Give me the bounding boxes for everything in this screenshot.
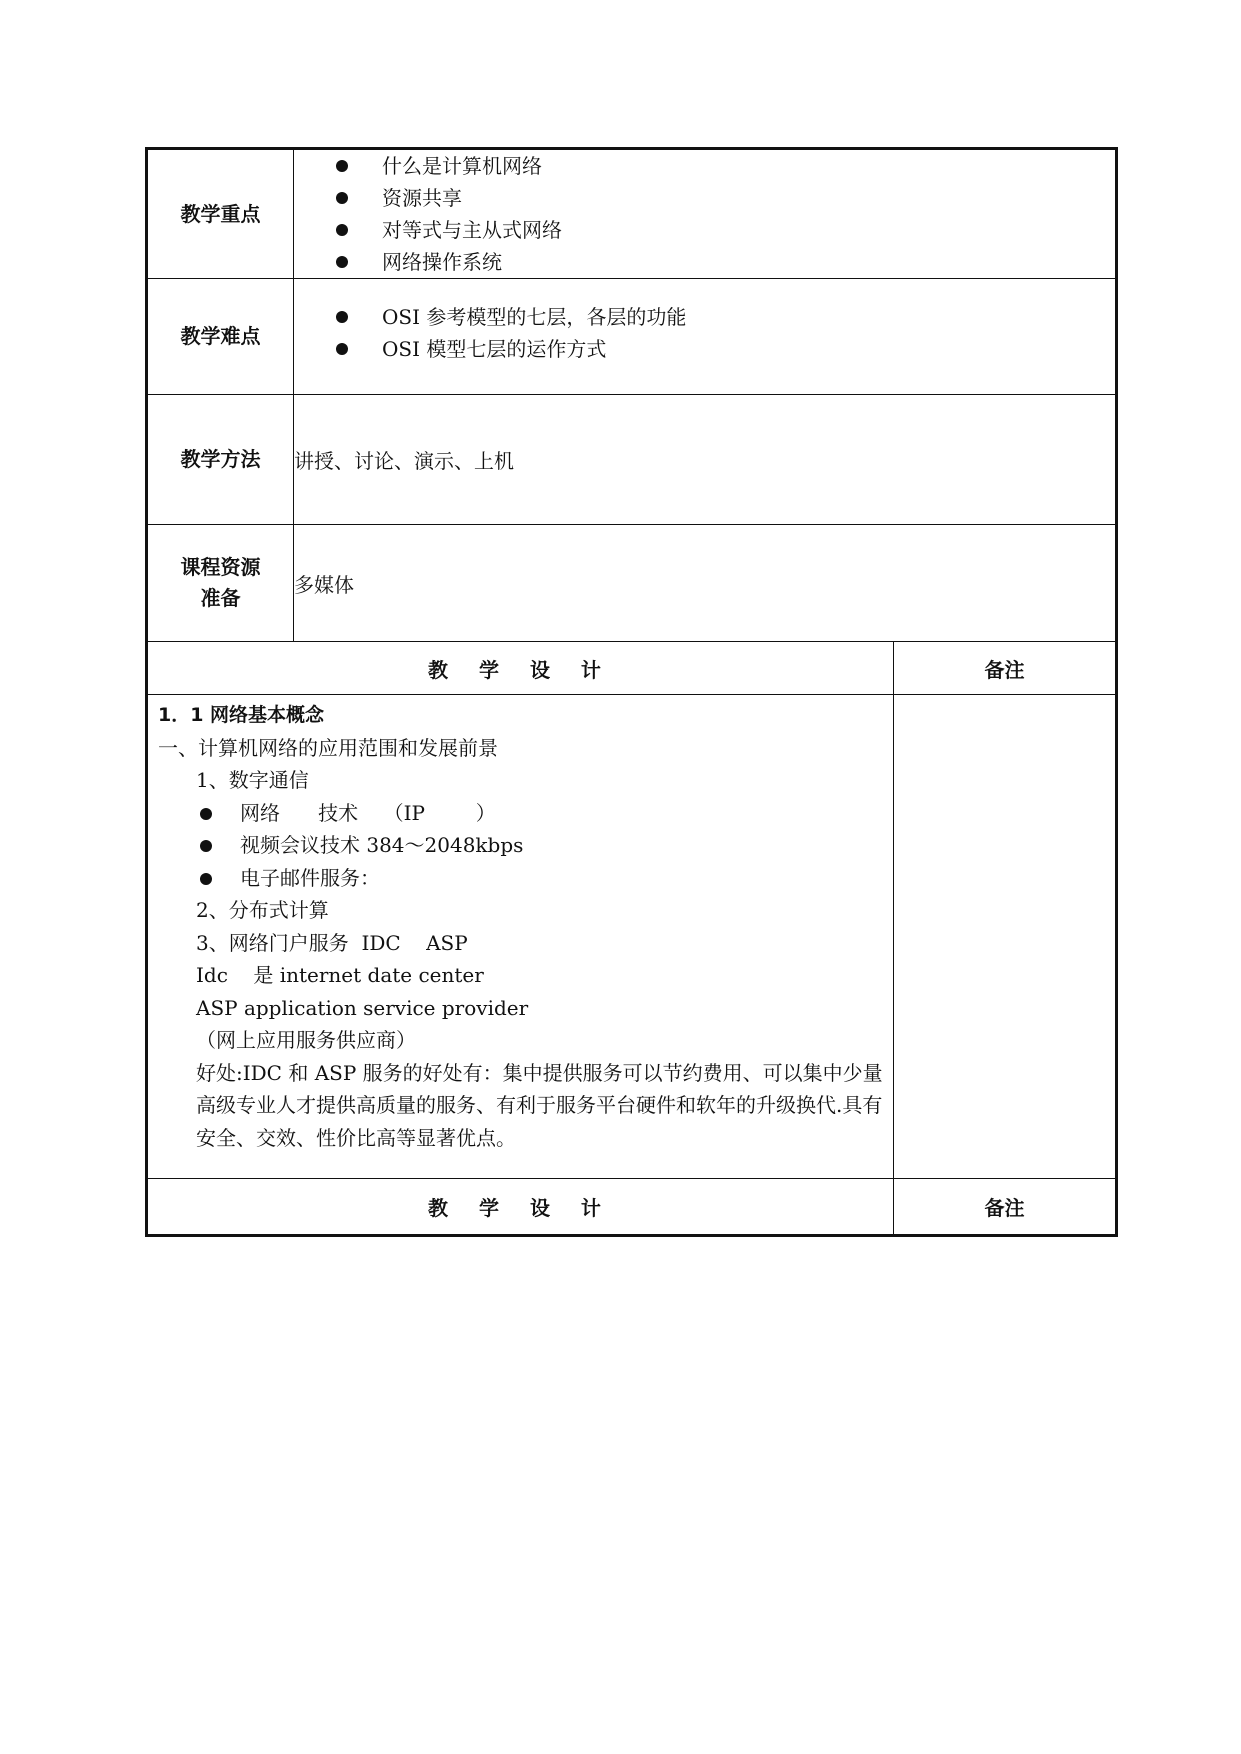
method-value: 讲授、讨论、演示、上机 xyxy=(294,395,1117,525)
method-label: 教学方法 xyxy=(147,395,294,525)
bullet-icon xyxy=(336,160,348,172)
lesson-plan-table xyxy=(145,147,1118,1237)
bullet-icon xyxy=(336,224,348,236)
bullet-icon xyxy=(200,840,212,852)
content-bullet: 网络 技术 （IP ） xyxy=(158,797,885,830)
content-row xyxy=(147,695,1117,1179)
design-header: 教 学 设 计 xyxy=(147,1179,894,1236)
content-bullet: 电子邮件服务： xyxy=(158,862,885,895)
list-item: 网络操作系统 xyxy=(336,246,1115,278)
focus-content xyxy=(294,149,1117,279)
focus-label: 教学重点 xyxy=(147,149,294,279)
resources-label xyxy=(147,525,294,642)
content-paragraph: 好处:IDC 和 ASP 服务的好处有：集中提供服务可以节约费用、可以集中少量高级专业人才提供高质量的服务、有利于服务平台硬件和软年的升级换代.具有安全、交效、性价比高等显著优点。 xyxy=(196,1060,883,1150)
content-item: ASP application service provider xyxy=(196,995,529,1020)
content-bullet: 视频会议技术 384～2048kbps xyxy=(158,829,885,862)
bullet-icon xyxy=(200,808,212,820)
difficulty-list xyxy=(294,301,1115,365)
content-item: 2、分布式计算 xyxy=(196,898,329,922)
bullet-icon xyxy=(200,873,212,885)
list-item: OSI 模型七层的运作方式 xyxy=(336,333,1115,365)
list-item: OSI 参考模型的七层，各层的功能 xyxy=(336,301,1115,333)
focus-row xyxy=(147,149,1117,279)
resources-label-line2: 准备 xyxy=(200,586,241,610)
footer-header-row xyxy=(147,1179,1117,1236)
resources-value: 多媒体 xyxy=(294,525,1117,642)
bullet-icon xyxy=(336,311,348,323)
bullet-icon xyxy=(336,256,348,268)
content-item: 1、数字通信 xyxy=(196,768,309,792)
design-content xyxy=(147,695,894,1179)
list-item: 对等式与主从式网络 xyxy=(336,214,1115,246)
method-row xyxy=(147,395,1117,525)
design-header-row xyxy=(147,642,1117,695)
content-item: 3、网络门户服务 IDC ASP xyxy=(196,930,468,955)
difficulty-label: 教学难点 xyxy=(147,279,294,395)
section-title: 1．1 网络基本概念 xyxy=(158,704,325,726)
bullet-icon xyxy=(336,343,348,355)
content-item: （网上应用服务供应商） xyxy=(196,1028,416,1052)
content-heading: 一、计算机网络的应用范围和发展前景 xyxy=(158,735,498,760)
remarks-header: 备注 xyxy=(894,642,1117,695)
bullet-icon xyxy=(336,192,348,204)
content-item: Idc 是 internet date center xyxy=(196,963,484,987)
focus-list xyxy=(294,150,1115,278)
difficulty-row xyxy=(147,279,1117,395)
remarks-header: 备注 xyxy=(894,1179,1117,1236)
difficulty-content xyxy=(294,279,1117,395)
resources-label-line1: 课程资源 xyxy=(180,555,261,579)
resources-row xyxy=(147,525,1117,642)
list-item: 资源共享 xyxy=(336,182,1115,214)
list-item: 什么是计算机网络 xyxy=(336,150,1115,182)
remarks-cell xyxy=(894,695,1117,1179)
design-header: 教 学 设 计 xyxy=(147,642,894,695)
